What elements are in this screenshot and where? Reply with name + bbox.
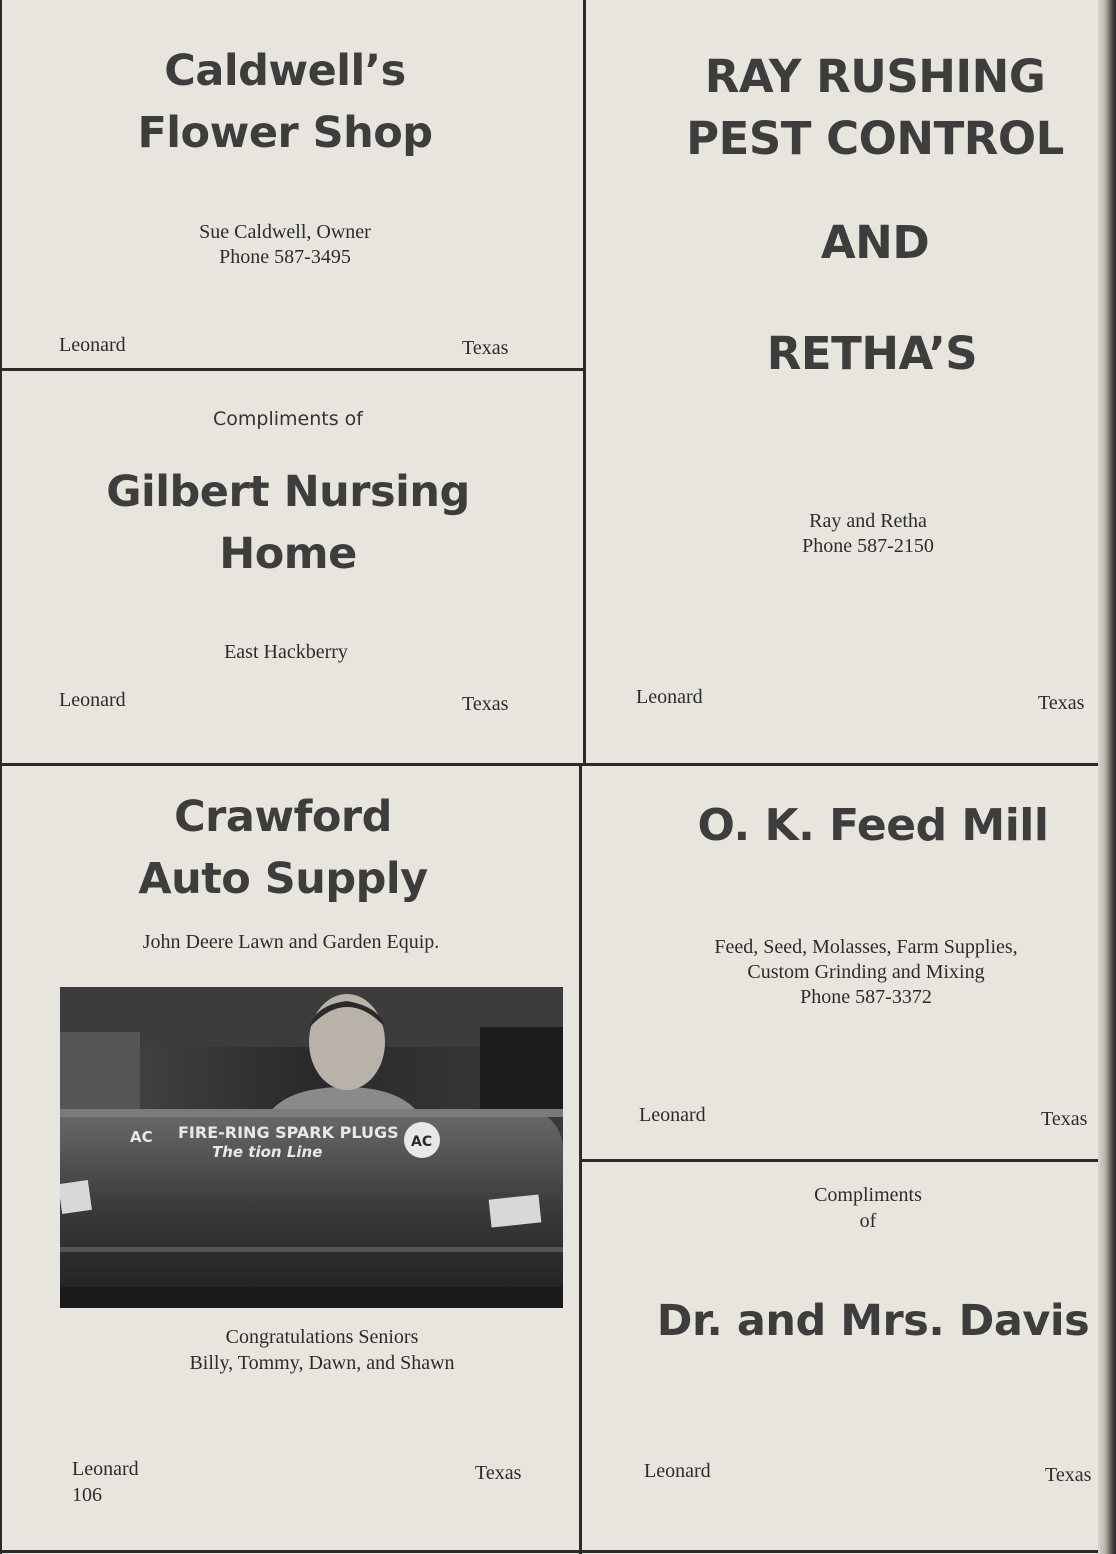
sign-text: FIRE-RING SPARK PLUGS [178,1123,399,1142]
ad-title: Crawford [174,792,392,842]
phone-text: Phone 587-2150 [802,535,934,557]
state-text: Texas [1038,692,1085,714]
state-text: Texas [475,1462,522,1484]
city-text: Leonard [72,1458,139,1480]
state-text: Texas [462,693,509,715]
ad-title: O. K. Feed Mill [697,800,1049,851]
city-text: Leonard [636,686,703,708]
ad-title: Caldwell’s [164,46,406,96]
ad-title: RAY RUSHING [704,50,1046,103]
state-text: Texas [1045,1464,1092,1486]
phone-text: Phone 587-3372 [800,986,932,1008]
city-text: Leonard [639,1104,706,1126]
ac-logo-text: AC [130,1128,153,1146]
services-text: Custom Grinding and Mixing [747,961,985,983]
page-number: 106 [72,1484,102,1506]
address-text: East Hackberry [224,641,348,663]
page-edge-shadow [1098,0,1116,1554]
tagline-text: John Deere Lawn and Garden Equip. [142,931,440,953]
services-text: Feed, Seed, Molasses, Farm Supplies, [714,936,1018,958]
owner-text: Sue Caldwell, Owner [199,221,371,243]
photo-illustration [60,987,563,1308]
ad-gilbert-nursing-home [0,371,583,763]
phone-text: Phone 587-3495 [219,246,351,268]
city-text: Leonard [59,334,126,356]
state-text: Texas [462,337,509,359]
storefront-photo [60,987,563,1308]
ad-title: Gilbert Nursing [106,467,470,517]
compliments-text: Compliments [814,1184,922,1206]
senior-names-text: Billy, Tommy, Dawn, and Shawn [189,1352,455,1374]
ad-ray-rushing-pest-control [586,0,1098,763]
ad-title-conjunction: AND [820,216,930,269]
ad-title: Home [219,529,357,579]
sign-text: The tion Line [212,1143,323,1161]
ad-title: Flower Shop [137,108,433,158]
contact-text: Ray and Retha [809,510,927,532]
congrats-text: Congratulations Seniors [225,1326,419,1348]
compliments-text: of [859,1210,877,1232]
state-text: Texas [1041,1108,1088,1130]
ad-title: PEST CONTROL [686,112,1064,165]
ac-logo-text: AC [411,1134,433,1150]
compliments-text: Compliments of [213,408,363,430]
ad-dr-mrs-davis [582,1162,1098,1550]
ad-ok-feed-mill [582,766,1098,1159]
border-bottom [0,1550,1110,1553]
city-text: Leonard [59,689,126,711]
ad-title: Auto Supply [138,854,428,904]
ad-title: RETHA’S [766,327,978,380]
ad-caldwell-flower-shop [0,0,583,368]
city-text: Leonard [644,1460,711,1482]
ad-title: Dr. and Mrs. Davis [656,1296,1090,1346]
